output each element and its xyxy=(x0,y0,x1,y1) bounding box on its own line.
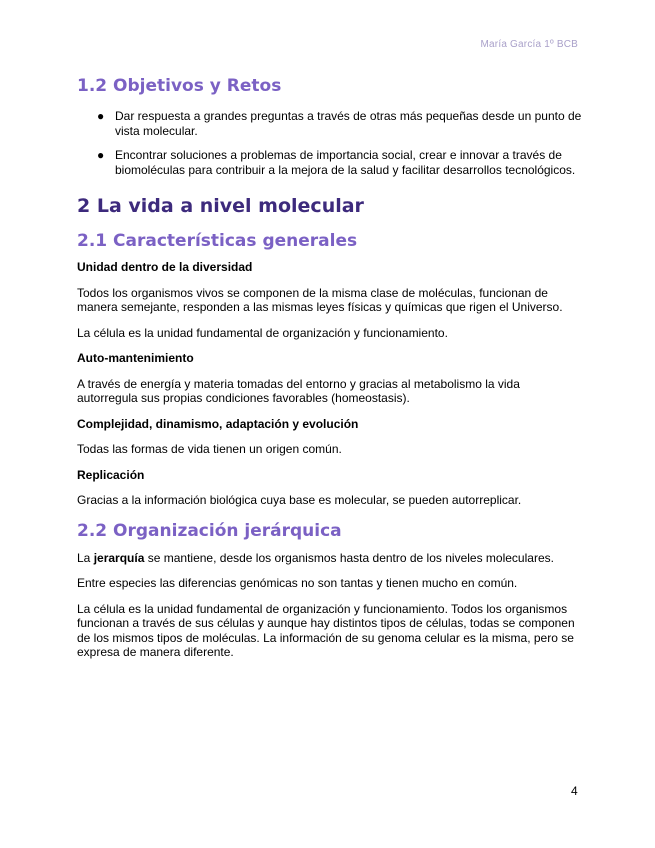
list-item xyxy=(77,109,582,138)
bullet-icon: ● xyxy=(97,109,105,123)
jerarquia-text-before: La xyxy=(77,550,94,565)
list-item-text: Dar respuesta a grandes preguntas a través de otras más pequeñas desde un punto de vista molecular. xyxy=(115,109,582,138)
heading-organizacion-jerarquica: 2.2 Organización jerárquica xyxy=(77,520,342,541)
list-item-text: Encontrar soluciones a problemas de importancia social, crear e innovar a través de biomoléculas para contribuir a la mejora de la salud y facilitar desarrollos tecnológicos. xyxy=(115,148,576,177)
paragraph-celula-unidad: La célula es la unidad fundamental de organización y funcionamiento. Todos los organismos funcionan a través de sus células y aunque hay distintos tipos de células, todas se componen de los mismos tipos de moléculas. La información de su genoma celular es la misma, pero se expresa de manera diferente. xyxy=(77,601,575,659)
paragraph-diferencias-genomicas: Entre especies las diferencias genómicas no son tantas y tienen mucho en común. xyxy=(77,576,518,590)
heading-objetivos-retos: 1.2 Objetivos y Retos xyxy=(77,76,282,96)
heading-vida-molecular: 2 La vida a nivel molecular xyxy=(77,195,364,217)
paragraph-unidad-2: La célula es la unidad fundamental de organización y funcionamiento. xyxy=(77,325,448,340)
page-content xyxy=(77,76,582,660)
jerarquia-bold-term: jerarquía xyxy=(93,550,145,565)
jerarquia-text-after: se mantiene, desde los organismos hasta dentro de los niveles moleculares. xyxy=(144,550,554,565)
paragraph-auto-mantenimiento: A través de energía y materia tomadas del entorno y gracias al metabolismo la vida autorregula sus propias condiciones favorables (homeostasis). xyxy=(77,376,520,405)
subheading-replicacion: Replicación xyxy=(77,467,145,482)
heading-caracteristicas-generales: 2.1 Características generales xyxy=(77,231,358,251)
page-header-author: María García 1º BCB xyxy=(480,39,578,50)
list-item xyxy=(77,148,582,177)
page-number: 4 xyxy=(571,784,578,798)
subheading-complejidad: Complejidad, dinamismo, adaptación y evolución xyxy=(77,416,359,431)
bullet-icon: ● xyxy=(97,148,105,162)
subheading-unidad: Unidad dentro de la diversidad xyxy=(77,260,253,274)
subheading-auto-mantenimiento: Auto-mantenimiento xyxy=(77,351,194,365)
paragraph-jerarquia xyxy=(77,551,582,566)
paragraph-complejidad: Todas las formas de vida tienen un origen común. xyxy=(77,442,342,456)
objetivos-list xyxy=(77,109,582,177)
paragraph-unidad-1: Todos los organismos vivos se componen de la misma clase de moléculas, funcionan de manera semejante, responden a las mismas leyes físicas y químicas que rigen el Universo. xyxy=(77,285,563,314)
paragraph-replicacion: Gracias a la información biológica cuya base es molecular, se pueden autorreplicar. xyxy=(77,493,522,507)
